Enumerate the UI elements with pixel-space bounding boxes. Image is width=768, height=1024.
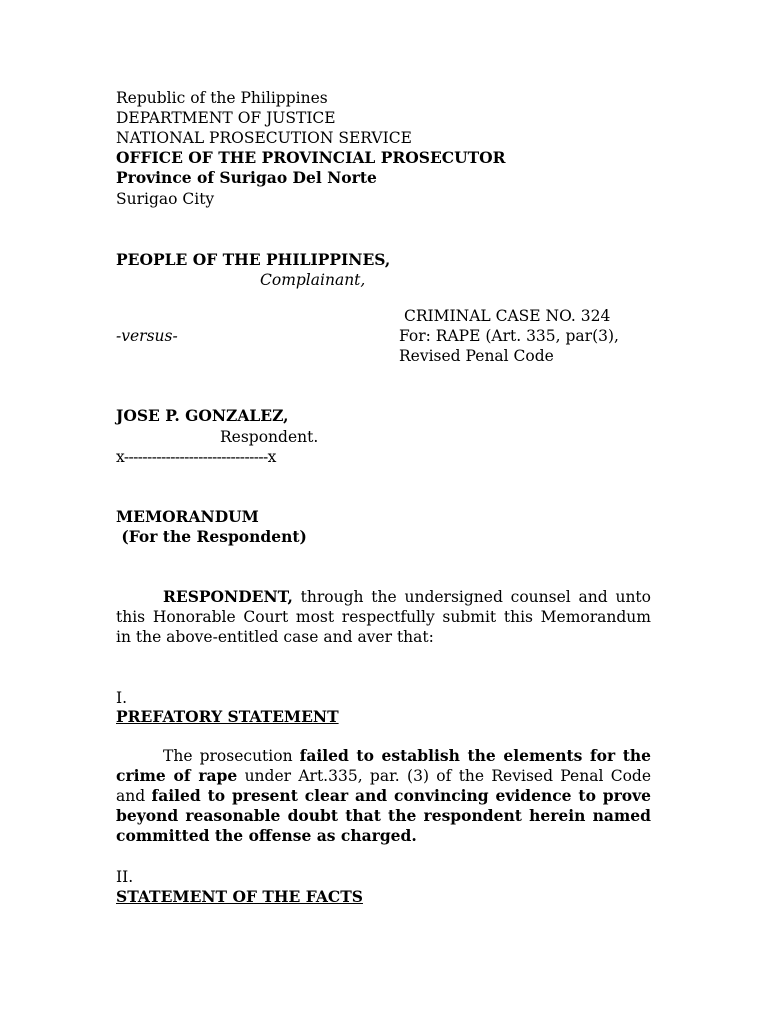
complainant-name: PEOPLE OF THE PHILIPPINES,: [116, 250, 391, 269]
intro-lead: RESPONDENT,: [163, 587, 293, 606]
section-1-heading: PREFATORY STATEMENT: [116, 707, 339, 726]
prefatory-paragraph: [116, 746, 651, 846]
prefatory-text-1: The prosecution: [163, 747, 300, 765]
header-office: OFFICE OF THE PROVINCIAL PROSECUTOR: [116, 148, 506, 167]
header-republic: Republic of the Philippines: [116, 89, 328, 107]
intro-text: through the undersigned counsel and unto this Honorable Court most respectfully submit this Memorandum in the above-entitled case and aver that:: [116, 588, 651, 646]
prefatory-text-3: under Art.335, par. (3) of the Revised Penal Code and: [116, 767, 651, 805]
header-province: Province of Surigao Del Norte: [116, 168, 377, 187]
section-2-heading: STATEMENT OF THE FACTS: [116, 887, 363, 906]
prefatory-text-2: failed to establish the elements for the crime of rape: [116, 746, 651, 785]
section-2-numeral: II.: [116, 868, 134, 886]
header-city: Surigao City: [116, 190, 215, 208]
section-1-numeral: I.: [116, 689, 128, 707]
charge-line-2: Revised Penal Code: [399, 347, 554, 365]
complainant-role: Complainant,: [260, 271, 366, 289]
respondent-name: JOSE P. GONZALEZ,: [116, 406, 289, 425]
intro-paragraph: [116, 587, 651, 647]
prefatory-text-4: failed to present clear and convincing evidence to prove beyond reasonable doubt that the respondent herein named committed the offense as charged.: [116, 786, 651, 845]
versus-label: -versus-: [116, 327, 178, 345]
header-department: DEPARTMENT OF JUSTICE: [116, 109, 336, 127]
document-subtitle: (For the Respondent): [116, 527, 307, 546]
document-title: MEMORANDUM: [116, 507, 259, 526]
respondent-role: Respondent.: [220, 428, 319, 446]
header-service: NATIONAL PROSECUTION SERVICE: [116, 129, 412, 147]
charge-line-1: For: RAPE (Art. 335, par(3),: [399, 327, 619, 345]
caption-divider: x-------------------------------x: [116, 448, 276, 466]
case-number: CRIMINAL CASE NO. 324: [404, 307, 611, 325]
